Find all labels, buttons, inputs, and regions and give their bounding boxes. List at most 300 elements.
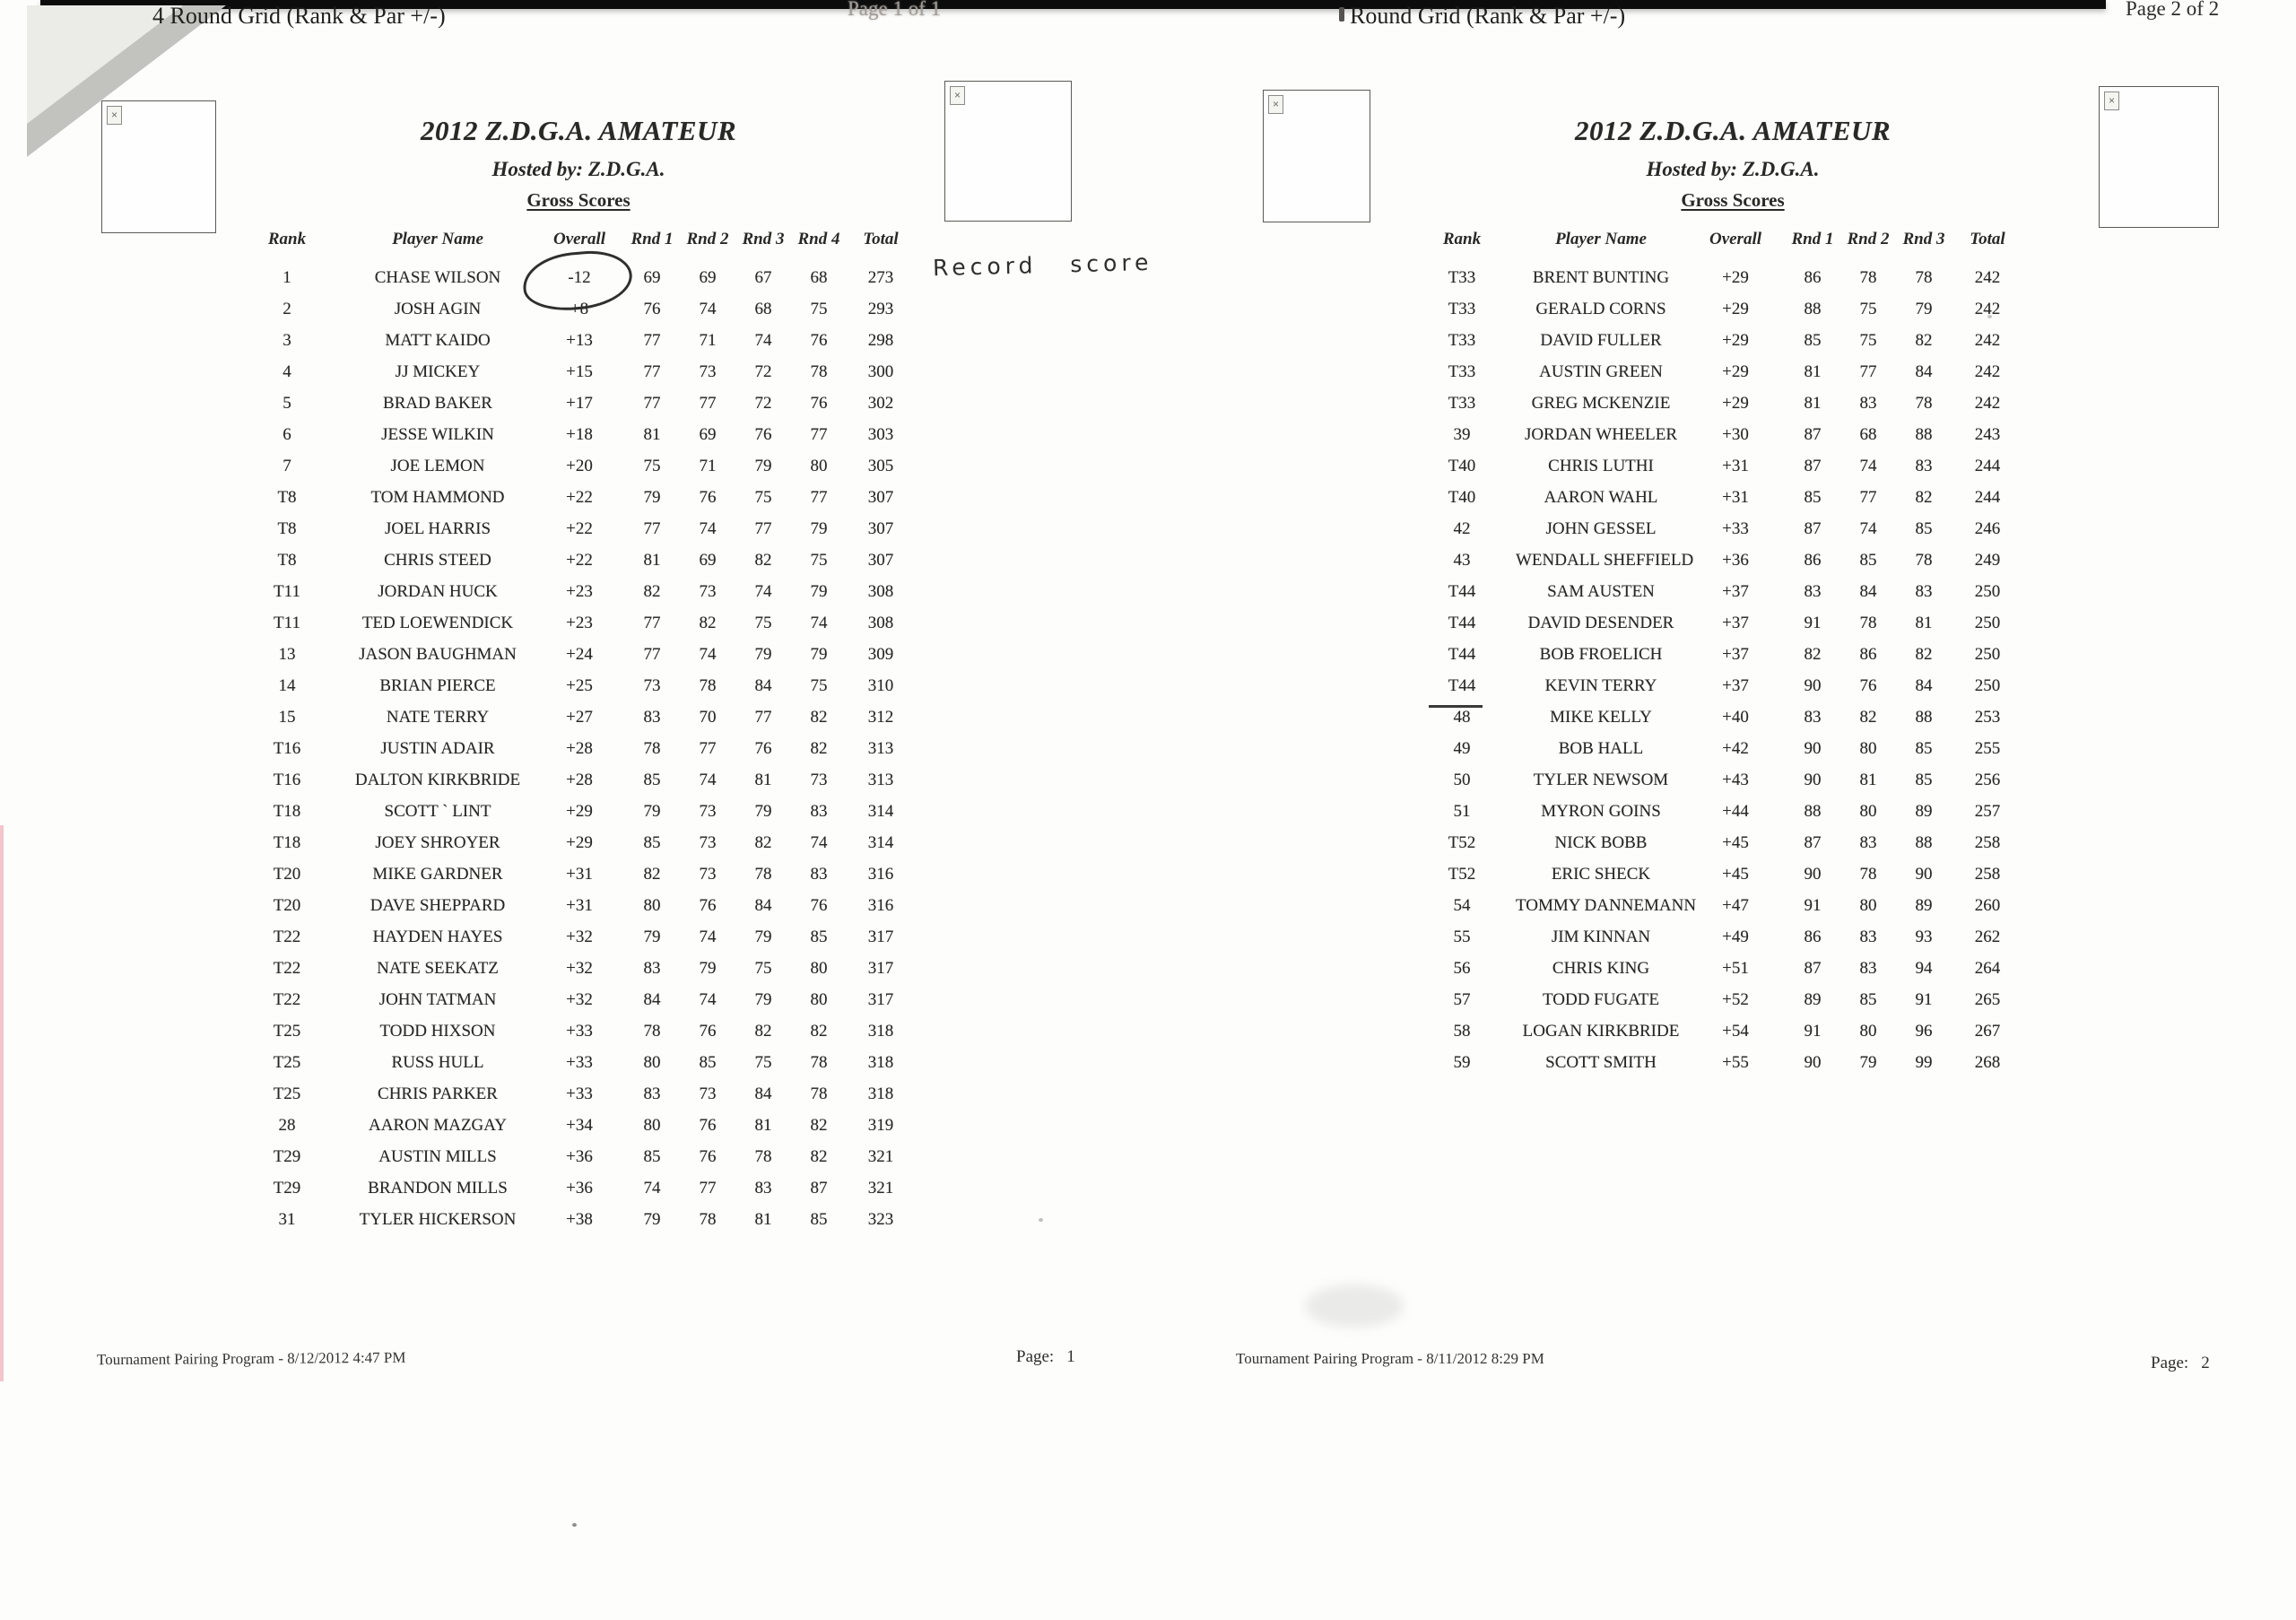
table-cell: T18 bbox=[273, 802, 301, 821]
table-cell: 78 bbox=[1915, 551, 1933, 570]
table-cell: 85 bbox=[643, 771, 661, 789]
table-cell: 78 bbox=[754, 865, 772, 884]
table-cell: 91 bbox=[1804, 1022, 1822, 1041]
table-cell: 244 bbox=[1974, 457, 2001, 475]
table-cell: 242 bbox=[1974, 268, 2001, 287]
table-cell: 76 bbox=[754, 739, 772, 758]
table-cell: 82 bbox=[1859, 708, 1877, 727]
table-cell: MIKE GARDNER bbox=[372, 865, 503, 884]
table-cell: 87 bbox=[810, 1179, 828, 1198]
table-cell: 78 bbox=[1859, 268, 1877, 287]
table-cell: 84 bbox=[754, 676, 772, 695]
table-cell: 42 bbox=[1453, 519, 1471, 538]
table-cell: 91 bbox=[1804, 614, 1822, 632]
table-cell: 81 bbox=[754, 1210, 772, 1229]
table-cell: 268 bbox=[1974, 1053, 2001, 1072]
table-cell: 82 bbox=[1915, 331, 1933, 350]
page-number: 2 bbox=[2201, 1354, 2210, 1372]
column-header-rnd4: Rnd 4 bbox=[797, 230, 840, 248]
table-cell: AUSTIN GREEN bbox=[1539, 362, 1663, 381]
table-row bbox=[233, 1204, 911, 1235]
table-cell: 90 bbox=[1915, 865, 1933, 884]
table-cell: 51 bbox=[1453, 802, 1471, 821]
report-type-header: Round Grid (Rank & Par +/-) bbox=[1350, 3, 1626, 29]
table-cell: 249 bbox=[1974, 551, 2001, 570]
page-indicator: Page 1 of 1 bbox=[848, 0, 942, 20]
table-row bbox=[233, 1015, 911, 1047]
table-cell: T11 bbox=[274, 582, 300, 601]
table-cell: 74 bbox=[754, 582, 772, 601]
table-row bbox=[1408, 1015, 2023, 1047]
table-cell: T52 bbox=[1448, 865, 1476, 884]
table-cell: 77 bbox=[643, 519, 661, 538]
column-header-player: Player Name bbox=[392, 230, 483, 248]
table-cell: 69 bbox=[699, 268, 717, 287]
table-cell: +27 bbox=[566, 708, 593, 727]
table-cell: T44 bbox=[1448, 582, 1476, 601]
table-cell: 78 bbox=[810, 1053, 828, 1072]
footer-page-number bbox=[1016, 1347, 1075, 1367]
table-cell: 317 bbox=[867, 990, 894, 1009]
table-cell: WENDALL SHEFFIELD bbox=[1516, 551, 1694, 570]
table-cell: 68 bbox=[1859, 425, 1877, 444]
table-cell: 82 bbox=[810, 739, 828, 758]
table-cell: 79 bbox=[810, 645, 828, 664]
table-cell: MYRON GOINS bbox=[1541, 802, 1661, 821]
table-cell: 77 bbox=[754, 519, 772, 538]
table-cell: 75 bbox=[643, 457, 661, 475]
table-row bbox=[233, 670, 911, 701]
table-cell: TOMMY DANNEMANN bbox=[1516, 896, 1697, 915]
table-cell: 88 bbox=[1915, 425, 1933, 444]
table-cell: MATT KAIDO bbox=[385, 331, 491, 350]
table-cell: 74 bbox=[699, 519, 717, 538]
table-row bbox=[1408, 262, 2023, 293]
table-cell: 4 bbox=[283, 362, 291, 381]
table-cell: +24 bbox=[566, 645, 593, 664]
table-cell: 87 bbox=[1804, 457, 1822, 475]
table-cell: +32 bbox=[566, 928, 593, 946]
table-cell: 75 bbox=[754, 959, 772, 978]
handwritten-note: Record score bbox=[932, 248, 1153, 282]
table-cell: 77 bbox=[643, 645, 661, 664]
table-cell: 83 bbox=[1804, 708, 1822, 727]
table-cell: 48 bbox=[1453, 708, 1471, 727]
table-cell: +30 bbox=[1722, 425, 1749, 444]
table-cell: 321 bbox=[867, 1179, 894, 1198]
table-cell: +37 bbox=[1722, 614, 1749, 632]
table-cell: 79 bbox=[810, 582, 828, 601]
table-cell: 308 bbox=[867, 582, 894, 601]
table-cell: 314 bbox=[867, 833, 894, 852]
table-cell: 305 bbox=[867, 457, 894, 475]
column-header-total: Total bbox=[1970, 230, 2005, 248]
table-cell: T29 bbox=[273, 1147, 301, 1166]
table-cell: T52 bbox=[1448, 833, 1476, 852]
table-cell: 255 bbox=[1974, 739, 2001, 758]
table-cell: 85 bbox=[1859, 551, 1877, 570]
table-cell: +22 bbox=[566, 519, 593, 538]
table-cell: 89 bbox=[1804, 990, 1822, 1009]
table-cell: 74 bbox=[643, 1179, 661, 1198]
table-cell: 82 bbox=[810, 1022, 828, 1041]
table-cell: 78 bbox=[699, 676, 717, 695]
table-cell: 88 bbox=[1804, 300, 1822, 318]
table-cell: 86 bbox=[1804, 268, 1822, 287]
table-cell: 74 bbox=[699, 990, 717, 1009]
table-cell: 74 bbox=[699, 645, 717, 664]
table-cell: 82 bbox=[643, 865, 661, 884]
table-row bbox=[233, 953, 911, 984]
page-2 bbox=[1166, 0, 2296, 1620]
table-cell: T16 bbox=[273, 739, 301, 758]
table-cell: CHRIS PARKER bbox=[378, 1084, 498, 1103]
table-cell: 77 bbox=[643, 362, 661, 381]
table-cell: NATE TERRY bbox=[386, 708, 490, 727]
table-cell: 86 bbox=[1804, 928, 1822, 946]
table-cell: 80 bbox=[643, 1116, 661, 1135]
table-cell: 317 bbox=[867, 959, 894, 978]
table-cell: T25 bbox=[273, 1022, 301, 1041]
table-cell: 77 bbox=[810, 425, 828, 444]
table-cell: 77 bbox=[754, 708, 772, 727]
table-cell: +45 bbox=[1722, 865, 1749, 884]
table-cell: 77 bbox=[1859, 362, 1877, 381]
table-cell: 87 bbox=[1804, 833, 1822, 852]
table-cell: TED LOEWENDICK bbox=[361, 614, 514, 632]
hosted-by: Hosted by: Z.D.G.A. bbox=[1646, 158, 1820, 180]
table-cell: 73 bbox=[699, 1084, 717, 1103]
table-cell: 78 bbox=[810, 362, 828, 381]
table-cell: 68 bbox=[754, 300, 772, 318]
table-cell: +29 bbox=[1722, 362, 1749, 381]
table-row bbox=[1408, 796, 2023, 827]
table-cell: 79 bbox=[1915, 300, 1933, 318]
table-header bbox=[1408, 224, 2023, 255]
table-cell: JOEY SHROYER bbox=[375, 833, 500, 852]
table-cell: JESSE WILKIN bbox=[381, 425, 494, 444]
table-cell: 318 bbox=[867, 1053, 894, 1072]
table-cell: 78 bbox=[643, 739, 661, 758]
table-cell: +23 bbox=[566, 614, 593, 632]
table-cell: 2 bbox=[283, 300, 291, 318]
table-cell: 79 bbox=[754, 802, 772, 821]
results-table bbox=[233, 262, 911, 1235]
table-cell: 74 bbox=[1859, 519, 1877, 538]
table-cell: 80 bbox=[1859, 739, 1877, 758]
column-header-overall: Overall bbox=[552, 230, 606, 248]
table-cell: 77 bbox=[643, 614, 661, 632]
table-row bbox=[1408, 607, 2023, 639]
table-cell: +44 bbox=[1722, 802, 1749, 821]
table-cell: 82 bbox=[1804, 645, 1822, 664]
table-cell: 83 bbox=[1859, 928, 1877, 946]
table-cell: +29 bbox=[566, 802, 593, 821]
table-cell: 74 bbox=[699, 300, 717, 318]
table-cell: 84 bbox=[754, 896, 772, 915]
table-cell: 79 bbox=[754, 457, 772, 475]
table-cell: 82 bbox=[699, 614, 717, 632]
table-cell: GERALD CORNS bbox=[1535, 300, 1666, 318]
table-row bbox=[1408, 513, 2023, 544]
table-row bbox=[233, 858, 911, 890]
table-cell: +28 bbox=[566, 739, 593, 758]
column-header-rank: Rank bbox=[267, 230, 307, 248]
table-cell: 85 bbox=[643, 1147, 661, 1166]
table-cell: 77 bbox=[1859, 488, 1877, 507]
table-cell: +37 bbox=[1722, 645, 1749, 664]
table-cell: +8 bbox=[570, 300, 589, 318]
table-cell: 250 bbox=[1974, 582, 2001, 601]
table-cell: 246 bbox=[1974, 519, 2001, 538]
table-cell: 74 bbox=[754, 331, 772, 350]
table-cell: 82 bbox=[754, 551, 772, 570]
table-row bbox=[1408, 701, 2023, 733]
table-cell: T40 bbox=[1448, 457, 1476, 475]
table-cell: 78 bbox=[1859, 865, 1877, 884]
table-cell: +29 bbox=[566, 833, 593, 852]
table-cell: JOEL HARRIS bbox=[384, 519, 491, 538]
table-cell: 77 bbox=[643, 331, 661, 350]
table-cell: 73 bbox=[699, 833, 717, 852]
table-cell: 75 bbox=[754, 488, 772, 507]
table-cell: 313 bbox=[867, 771, 894, 789]
table-cell: +29 bbox=[1722, 300, 1749, 318]
table-cell: 39 bbox=[1453, 425, 1471, 444]
table-cell: 79 bbox=[643, 488, 661, 507]
table-cell: 58 bbox=[1453, 1022, 1471, 1041]
table-cell: T22 bbox=[273, 990, 301, 1009]
table-row bbox=[233, 356, 911, 388]
table-cell: 260 bbox=[1974, 896, 2001, 915]
table-cell: 256 bbox=[1974, 771, 2001, 789]
table-cell: 79 bbox=[754, 645, 772, 664]
table-cell: 55 bbox=[1453, 928, 1471, 946]
table-cell: 243 bbox=[1974, 425, 2001, 444]
table-cell: JORDAN WHEELER bbox=[1524, 425, 1678, 444]
table-cell: 82 bbox=[643, 582, 661, 601]
hand-drawn-underline bbox=[1429, 705, 1483, 708]
table-cell: SCOTT ` LINT bbox=[384, 802, 491, 821]
table-cell: 79 bbox=[810, 519, 828, 538]
table-cell: +31 bbox=[566, 865, 593, 884]
table-row bbox=[1408, 921, 2023, 953]
table-cell: BRANDON MILLS bbox=[368, 1179, 508, 1198]
table-cell: 90 bbox=[1804, 865, 1822, 884]
table-cell: 83 bbox=[810, 802, 828, 821]
table-cell: 73 bbox=[699, 582, 717, 601]
table-cell: TYLER NEWSOM bbox=[1533, 771, 1669, 789]
table-cell: +47 bbox=[1722, 896, 1749, 915]
table-cell: 74 bbox=[699, 771, 717, 789]
table-cell: 76 bbox=[643, 300, 661, 318]
table-cell: +31 bbox=[566, 896, 593, 915]
table-cell: 87 bbox=[1804, 519, 1822, 538]
table-cell: 90 bbox=[1804, 676, 1822, 695]
table-cell: 253 bbox=[1974, 708, 2001, 727]
red-edge-artifact bbox=[0, 825, 4, 1381]
section-heading: Gross Scores bbox=[526, 189, 631, 211]
broken-image-placeholder bbox=[2099, 86, 2219, 228]
table-cell: 309 bbox=[867, 645, 894, 664]
table-cell: 80 bbox=[810, 990, 828, 1009]
broken-image-icon: × bbox=[1268, 95, 1283, 114]
table-row bbox=[233, 450, 911, 482]
table-row bbox=[1408, 670, 2023, 701]
table-cell: TODD HIXSON bbox=[379, 1022, 496, 1041]
table-cell: +29 bbox=[1722, 268, 1749, 287]
table-cell: 318 bbox=[867, 1084, 894, 1103]
table-cell: 77 bbox=[699, 394, 717, 413]
table-cell: 56 bbox=[1453, 959, 1471, 978]
table-cell: DAVE SHEPPARD bbox=[370, 896, 506, 915]
table-cell: 264 bbox=[1974, 959, 2001, 978]
table-cell: 75 bbox=[1859, 300, 1877, 318]
table-cell: 316 bbox=[867, 896, 894, 915]
table-cell: 310 bbox=[867, 676, 894, 695]
table-cell: 81 bbox=[754, 1116, 772, 1135]
page-label: Page: bbox=[1016, 1347, 1055, 1366]
table-cell: T20 bbox=[273, 896, 301, 915]
table-row bbox=[1408, 953, 2023, 984]
table-cell: T18 bbox=[273, 833, 301, 852]
table-cell: JOSH AGIN bbox=[394, 300, 482, 318]
table-cell: 75 bbox=[810, 551, 828, 570]
table-cell: 81 bbox=[643, 425, 661, 444]
table-cell: 85 bbox=[1915, 739, 1933, 758]
table-cell: +20 bbox=[566, 457, 593, 475]
table-cell: 76 bbox=[699, 1147, 717, 1166]
table-cell: 85 bbox=[1859, 990, 1877, 1009]
table-row bbox=[233, 1110, 911, 1141]
broken-image-placeholder bbox=[944, 81, 1072, 222]
table-row bbox=[1408, 984, 2023, 1015]
column-header-rnd2: Rnd 2 bbox=[686, 230, 729, 248]
table-row bbox=[233, 733, 911, 764]
table-row bbox=[1408, 450, 2023, 482]
table-cell: 76 bbox=[1859, 676, 1877, 695]
table-cell: JOHN TATMAN bbox=[378, 990, 497, 1009]
table-cell: 75 bbox=[810, 300, 828, 318]
column-header-total: Total bbox=[863, 230, 899, 248]
table-cell: 86 bbox=[1859, 645, 1877, 664]
table-cell: 302 bbox=[867, 394, 894, 413]
table-cell: +29 bbox=[1722, 394, 1749, 413]
table-cell: RUSS HULL bbox=[391, 1053, 484, 1072]
table-cell: +32 bbox=[566, 959, 593, 978]
table-row bbox=[1408, 293, 2023, 325]
footer-program-timestamp: Tournament Pairing Program - 8/12/2012 4:47 PM bbox=[96, 1348, 406, 1369]
table-cell: 85 bbox=[643, 833, 661, 852]
table-cell: +38 bbox=[566, 1210, 593, 1229]
table-cell: 83 bbox=[1859, 833, 1877, 852]
table-cell: 77 bbox=[810, 488, 828, 507]
table-cell: 75 bbox=[810, 676, 828, 695]
table-cell: +23 bbox=[566, 582, 593, 601]
table-cell: 80 bbox=[1859, 1022, 1877, 1041]
table-cell: 84 bbox=[754, 1084, 772, 1103]
table-cell: T33 bbox=[1448, 331, 1476, 350]
table-cell: 80 bbox=[1859, 896, 1877, 915]
table-cell: 75 bbox=[754, 614, 772, 632]
table-cell: 78 bbox=[754, 1147, 772, 1166]
table-cell: 71 bbox=[699, 331, 717, 350]
table-row bbox=[233, 984, 911, 1015]
table-cell: 87 bbox=[1804, 959, 1822, 978]
table-cell: +37 bbox=[1722, 582, 1749, 601]
table-cell: 85 bbox=[810, 928, 828, 946]
table-cell: 250 bbox=[1974, 614, 2001, 632]
section-heading: Gross Scores bbox=[1681, 189, 1785, 211]
table-cell: 91 bbox=[1804, 896, 1822, 915]
table-cell: 69 bbox=[643, 268, 661, 287]
table-cell: T8 bbox=[277, 519, 297, 538]
table-cell: 81 bbox=[1915, 614, 1933, 632]
table-row bbox=[233, 639, 911, 670]
table-cell: 57 bbox=[1453, 990, 1471, 1009]
table-cell: 307 bbox=[867, 519, 894, 538]
table-row bbox=[1408, 890, 2023, 921]
table-row bbox=[233, 544, 911, 576]
table-cell: 250 bbox=[1974, 645, 2001, 664]
table-cell: +33 bbox=[1722, 519, 1749, 538]
table-cell: T20 bbox=[273, 865, 301, 884]
table-cell: AARON MAZGAY bbox=[369, 1116, 507, 1135]
table-cell: 77 bbox=[699, 1179, 717, 1198]
table-cell: 72 bbox=[754, 394, 772, 413]
tournament-title: 2012 Z.D.G.A. AMATEUR bbox=[420, 115, 737, 146]
table-cell: 83 bbox=[1915, 457, 1933, 475]
broken-image-placeholder bbox=[1263, 90, 1370, 222]
table-cell: 303 bbox=[867, 425, 894, 444]
table-cell: 76 bbox=[699, 1022, 717, 1041]
table-cell: +33 bbox=[566, 1084, 593, 1103]
table-cell: 78 bbox=[1915, 394, 1933, 413]
table-row bbox=[233, 576, 911, 607]
table-cell: 77 bbox=[643, 394, 661, 413]
table-cell: +52 bbox=[1722, 990, 1749, 1009]
results-table bbox=[1408, 262, 2023, 1078]
table-cell: 50 bbox=[1453, 771, 1471, 789]
column-header-player: Player Name bbox=[1555, 230, 1647, 248]
table-cell: 314 bbox=[867, 802, 894, 821]
table-cell: 82 bbox=[1915, 645, 1933, 664]
table-cell: JORDAN HUCK bbox=[378, 582, 498, 601]
table-row bbox=[233, 1172, 911, 1204]
table-cell: TODD FUGATE bbox=[1542, 990, 1659, 1009]
table-cell: 83 bbox=[643, 1084, 661, 1103]
table-cell: 74 bbox=[1859, 457, 1877, 475]
table-cell: 88 bbox=[1804, 802, 1822, 821]
table-cell: 73 bbox=[699, 802, 717, 821]
table-cell: +28 bbox=[566, 771, 593, 789]
table-cell: 93 bbox=[1915, 928, 1933, 946]
table-cell: +31 bbox=[1722, 457, 1749, 475]
table-cell: 82 bbox=[754, 1022, 772, 1041]
column-header-rnd3: Rnd 3 bbox=[742, 230, 785, 248]
table-cell: 84 bbox=[1915, 362, 1933, 381]
table-cell: 68 bbox=[810, 268, 828, 287]
table-cell: +29 bbox=[1722, 331, 1749, 350]
table-row bbox=[233, 513, 911, 544]
table-cell: 86 bbox=[1804, 551, 1822, 570]
table-row bbox=[1408, 827, 2023, 858]
table-cell: 79 bbox=[643, 928, 661, 946]
table-cell: BRENT BUNTING bbox=[1532, 268, 1670, 287]
table-cell: 258 bbox=[1974, 833, 2001, 852]
table-cell: 323 bbox=[867, 1210, 894, 1229]
table-cell: 54 bbox=[1453, 896, 1471, 915]
